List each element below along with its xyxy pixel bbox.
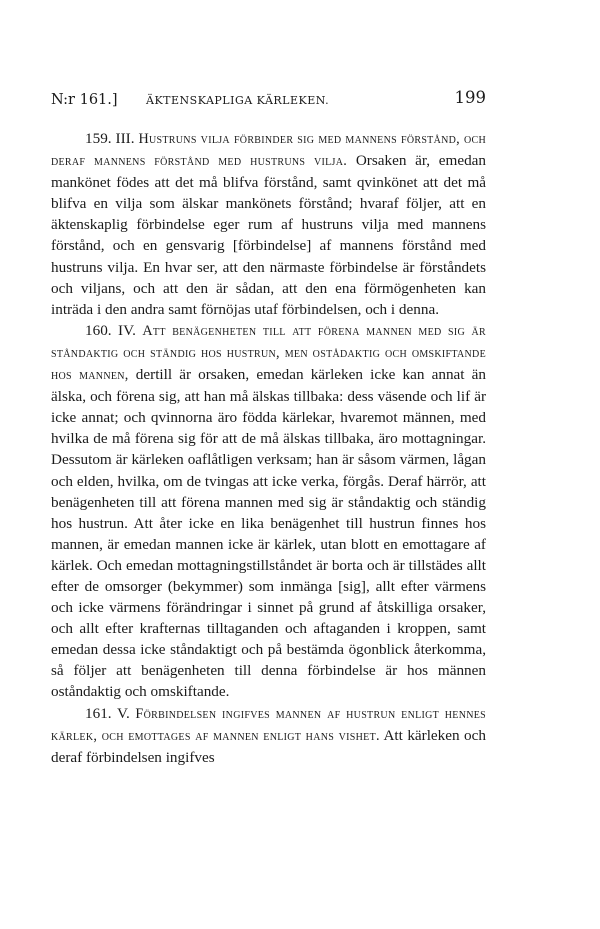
running-header <box>51 88 486 114</box>
paragraph-number: 161. <box>85 704 112 722</box>
paragraph-roman: V. <box>116 704 130 722</box>
paragraph-161 <box>51 703 486 768</box>
paragraph-text: Att kärleken och deraf förbindelsen ingifves <box>51 726 486 766</box>
paragraph-160 <box>51 320 486 703</box>
paragraph-159 <box>51 128 486 320</box>
header-title: ÄKTENSKAPLIGA KÄRLEKEN. <box>146 94 330 107</box>
paragraph-text: dertill är orsaken, emedan kärleken icke kan annat än älska, och förena sig, att han må älskas tillbaka: dess väsende och lif är icke annat; och qvinnorna äro födda kärlekar, hvaremot männen, med hvilka de må förena sig för att de må älskas tillbaka, äro mottagningar. Dessutom är kärleken oaflåtligen verksam; han är såsom värmen, lågan och elden, hvilka, om de tvingas att icke verka, förgås. Deraf härrör, att benägenheten till att förena mannen med sig är ståndaktig och ständig hos hustrun. Att åter icke en lika benägenhet till hustrun finnes hos mannen, är emedan mannen icke är kärlek, utan blott en emottagare af kärlek. Och emedan mottagningstillståndet är borta och är tillstädes allt efter de omsorger (bekymmer) som inmänga [sig], allt efter värmens och icke värmens förändringar i sinnet på grund af åtskilliga orsaker, och allt efter krafternas tilltaganden och aftaganden i kroppen, samt emedan dessa icke ståndaktigt och på bestämda ögonblick återkomma, så följer att benägenheten till denna förbindelse är hos männen oståndaktig och omskiftande. <box>51 366 486 701</box>
paragraph-text: Orsaken är, emedan mankönet födes att det må blifva förstånd, samt qvinkönet att det må blifva en vilja som älskar mankönets förstånd; hvaraf följer, att en äktenskaplig förbindelse eger rum af hustruns vilja med mannens förstånd, och en gensvarig [förbindelse] af mannens förstånd med hustruns vilja. En hvar ser, att den närmaste förbindelse är förståndets och viljans, och att den är sådan, att den ena förmögenheten kan inträda i den andra samt förnöjas utaf förbindelsen, och i denna. <box>51 152 486 318</box>
page-body <box>51 128 486 768</box>
paragraph-number: 159. <box>85 130 112 147</box>
paragraph-heading: Förbindelsen ingifves mannen af hustrun enligt hennes kärlek, och emottages af mannen enligt hans vishet. <box>51 705 487 744</box>
book-page <box>51 88 486 768</box>
paragraph-heading: Att benägenheten till att förena mannen med sig är ståndaktig och ständig hos hustrun, men ostådaktig och omskiftande hos mannen, <box>51 322 487 384</box>
paragraph-number: 160. <box>85 321 112 339</box>
header-section-ref: N:r 161.] <box>51 92 118 108</box>
paragraph-roman: IV. <box>118 321 136 339</box>
page-number: 199 <box>454 88 486 107</box>
paragraph-roman: III. <box>115 130 135 147</box>
paragraph-heading: Hustruns vilja förbinder sig med mannens förstånd, och deraf mannens förstånd med hustruns vilja. <box>51 131 487 170</box>
